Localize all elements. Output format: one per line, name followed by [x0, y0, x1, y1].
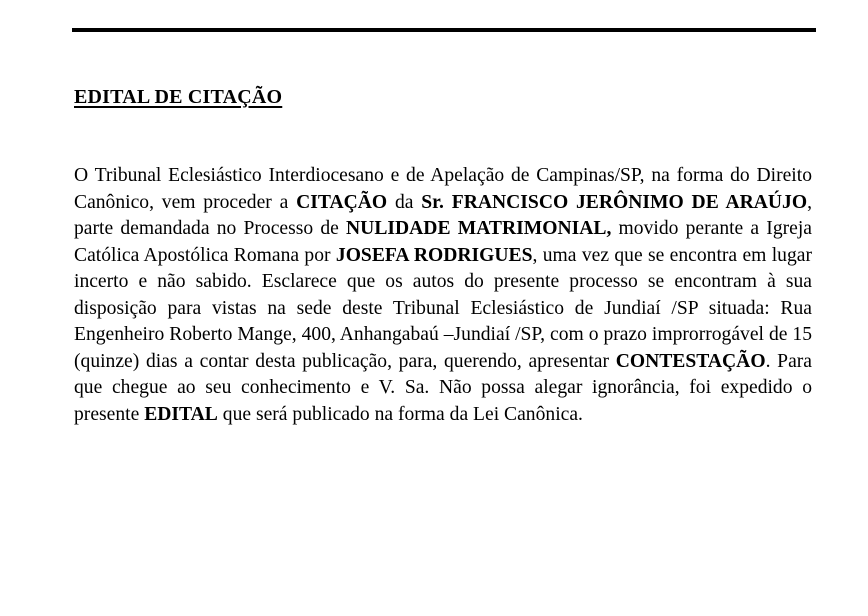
body-text-segment: movido perante a Igreja Católica Apostólica Romana por	[74, 218, 812, 266]
body-text-segment: , uma vez que se encontra em lugar incerto e não sabido. Esclarece que os autos do presente processo se encontram à sua disposição para vistas na sede deste Tribunal Eclesiástico de Jundiaí /SP situada: Rua Engenheiro Roberto Mange, 400, Anhangabaú –Jundiaí /SP, com o prazo improrrogável de 15 (quinze) dias a contar desta publicação, para, querendo, apresentar	[74, 244, 812, 372]
body-text-segment: que será publicado na forma da Lei Canônica.	[217, 403, 583, 425]
document-body	[74, 163, 812, 428]
body-bold-process-type: NULIDADE MATRIMONIAL,	[346, 218, 612, 239]
body-bold-contestacao: CONTESTAÇÃO	[615, 350, 766, 372]
body-text-segment: O Tribunal Eclesiástico Interdiocesano e de Apelação de Campinas/SP, na forma do Direito Canônico, vem proceder a	[74, 165, 812, 213]
body-bold-citacao: CITAÇÃO	[296, 191, 388, 213]
top-divider	[72, 28, 816, 32]
body-bold-defendant-name: Sr. FRANCISCO JERÔNIMO DE ARAÚJO	[421, 191, 808, 213]
document-title: EDITAL DE CITAÇÃO	[74, 86, 283, 108]
body-text-segment: . Para que chegue ao seu conhecimento e V. Sa. Não possa alegar ignorância, foi expedido o presente	[74, 350, 812, 425]
body-bold-edital: EDITAL	[144, 403, 218, 425]
body-bold-plaintiff-name: JOSEFA RODRIGUES	[335, 244, 533, 266]
body-text-segment: da	[387, 191, 422, 213]
body-text-segment: , parte demandada no Processo de	[74, 191, 813, 239]
